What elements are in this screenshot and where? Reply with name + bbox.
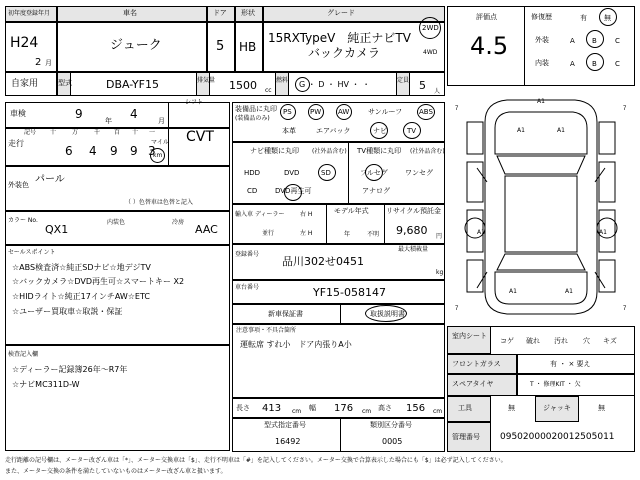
mileage-digit-headers: 記号 十 万 千 百 十 一	[24, 129, 156, 136]
mgmt-value: 09502000020012505011	[500, 432, 615, 442]
int-grade-c: C	[615, 60, 620, 68]
color-code-label: カラー No.	[8, 217, 38, 224]
inspection-month-unit: 月	[158, 117, 165, 125]
mileage-digit: 9	[130, 144, 138, 158]
grade-label: グレード	[327, 9, 355, 17]
warranty-card: 新車保証書	[268, 310, 303, 318]
score-label: 評価点	[476, 13, 497, 21]
damage-mark: A1	[477, 229, 485, 236]
repair-option-yes: 有	[580, 14, 587, 22]
class-label: 類別区分番号	[370, 421, 412, 429]
import-divider-2	[384, 204, 385, 244]
damage-mark: A1	[517, 127, 525, 134]
notes-label: 注意事項・不具合箇所	[236, 327, 297, 334]
mileage-digit: 4	[89, 144, 97, 158]
mileage-digit: 6	[65, 144, 73, 158]
shape-label: 形状	[241, 9, 255, 17]
navi-hdd: HDD	[244, 169, 261, 177]
model-label: 型式	[58, 79, 72, 87]
navi-dvdplay: DVD再生可	[275, 187, 312, 195]
int-grade-a: A	[570, 60, 575, 68]
car-outline-svg	[447, 92, 635, 322]
exterior-label: 外装色	[8, 181, 29, 189]
displacement-unit: cc	[265, 87, 272, 94]
seat-label: 室内シート	[452, 332, 487, 340]
exterior-note: （ ）色替車は色替と記入	[125, 199, 193, 206]
mileage-unit-km: km	[153, 152, 163, 159]
shift-value: CVT	[186, 129, 214, 145]
model-year-label: モデル年式	[334, 207, 369, 215]
notes-block	[232, 324, 445, 398]
load-label: 最大積載量	[398, 246, 429, 253]
repair-option-no: 無	[604, 14, 611, 22]
height-unit: cm	[433, 408, 443, 415]
inspector-label: 検査記入欄	[8, 351, 39, 358]
bracket-right-bottom: 7	[623, 306, 627, 312]
seat-item: 穴	[583, 337, 590, 345]
seat-item: キズ	[603, 337, 617, 345]
equip-ps: PS	[283, 108, 292, 116]
registration-value: 品川302せ0451	[282, 255, 364, 268]
seat-item: 破れ	[526, 337, 540, 345]
car-name-label: 車名	[123, 9, 137, 17]
model-year-unit: 年	[344, 231, 351, 238]
registration-label: 登録番号	[235, 251, 260, 258]
capacity-value: 5	[419, 79, 426, 92]
seat-label-cell	[447, 326, 491, 354]
seat-item: 汚れ	[554, 337, 568, 345]
equip-leather: 本革	[282, 127, 296, 135]
equipment-sublabel: (装備品のみ)	[235, 115, 270, 122]
inspection-year-unit: 年	[105, 117, 112, 125]
damage-mark: A1	[557, 127, 565, 134]
equip-aw: AW	[338, 108, 350, 116]
repair-label: 修復歴	[531, 13, 552, 21]
equip-airbag: エアバック	[316, 127, 351, 135]
type-cert-label: 型式指定番号	[264, 421, 306, 429]
car-diagram	[447, 92, 635, 322]
displacement-label-cell	[196, 72, 210, 96]
footer-line-2: また、メーター交換の条件を満たしていないものはメーター改ざん車と扱います。	[5, 468, 227, 475]
warranty-manual: 取扱説明書	[370, 310, 405, 318]
tool-label: 工具	[458, 404, 472, 412]
inspector-line: ☆ディーラー記録簿26年～R7年	[12, 365, 128, 374]
model-year-value: 不明	[367, 231, 380, 238]
tv-note: (社外品含む)	[410, 148, 445, 155]
reg-month: 2	[35, 57, 42, 68]
shape-value: HB	[239, 40, 257, 54]
mileage-digit: 3	[148, 144, 156, 158]
capacity-label: 定員	[397, 77, 410, 84]
displacement-label: 排気量	[197, 77, 216, 84]
bracket-left-bottom: 7	[455, 306, 459, 312]
cooler-value: AAC	[195, 223, 218, 236]
import-label: 輸入車	[235, 211, 254, 218]
drive-2wd: 2WD	[422, 24, 439, 32]
car-name: ジューク	[110, 38, 162, 53]
capacity-label-cell	[396, 72, 410, 96]
chassis-label: 車台番号	[235, 284, 260, 291]
cert-divider	[340, 418, 341, 452]
exterior-color: パール	[35, 174, 65, 185]
width-label: 幅	[309, 404, 316, 412]
tool-value: 無	[508, 404, 515, 412]
fuel-label: 燃料	[276, 77, 289, 84]
tv-analog: アナログ	[362, 187, 390, 195]
int-grade-b: B	[592, 60, 597, 68]
ext-grade-c: C	[615, 37, 620, 45]
import-divider-1	[326, 204, 327, 244]
load-unit: kg	[436, 269, 444, 276]
interior-color-label: 内装色	[107, 219, 126, 226]
footer-line-1: 走行距離の記号欄は、メーター改ざん車は「*」、メーター交換車は「$」、走行不明車は「#」を記入してください。メーター交換で合算表示した場合にも「$」は必ず記入してください。	[5, 457, 507, 464]
navi-tv-divider	[348, 142, 349, 204]
warranty-block	[232, 304, 445, 324]
inspection-label: 車検	[10, 109, 26, 118]
jack-value: 無	[598, 404, 605, 412]
reg-year-label: 初年度登録年月	[8, 10, 51, 17]
mileage-unit-mile: マイル	[151, 139, 169, 146]
spare-options: T ・ 修理KIT ・ 欠	[530, 381, 581, 388]
length-unit: cm	[292, 408, 302, 415]
bracket-left-top: 7	[455, 106, 459, 112]
sales-point-line: ☆ユーザー買取車☆取説・保証	[12, 307, 123, 316]
tv-oneseg: ワンセグ	[405, 169, 433, 177]
capacity-unit: 人	[434, 88, 441, 95]
length-label: 長さ	[236, 404, 250, 412]
damage-mark: A1	[565, 288, 573, 295]
navi-sd: SD	[321, 169, 331, 177]
tv-label: TV種類に丸印	[357, 147, 402, 155]
recycle-value: 9,680	[396, 224, 428, 237]
import-dealer: ディーラー	[255, 211, 285, 218]
notes-text: 運転席 すれ小 ドア内張りA小	[240, 340, 352, 349]
drive-4wd: 4WD	[423, 49, 438, 56]
reg-month-unit: 月	[45, 59, 52, 67]
mileage-label: 走行	[8, 139, 24, 148]
width-unit: cm	[362, 408, 372, 415]
sales-point-line: ☆バックカメラ☆DVD再生可☆スマートキー X2	[12, 277, 185, 286]
equipment-label: 装備品に丸印	[235, 105, 277, 113]
sales-points-label: セールスポイント	[8, 249, 56, 256]
chassis-value: YF15-058147	[313, 286, 387, 299]
score-value: 4.5	[470, 32, 509, 60]
cooler-label: 冷房	[172, 219, 185, 226]
seat-item: コゲ	[500, 337, 514, 345]
mileage-digit: 9	[110, 144, 118, 158]
shift-label: シフト	[185, 99, 204, 106]
era-year: H24	[10, 35, 39, 51]
type-cert-value: 16492	[275, 437, 301, 446]
model-value: DBA-YF15	[106, 78, 160, 91]
recycle-label: リサイクル預託金	[386, 207, 442, 215]
import-left: 左 H	[300, 230, 313, 237]
exterior-grade-label: 外装	[535, 36, 549, 44]
doors-label: ドア	[213, 9, 227, 17]
equip-tv: TV	[407, 127, 417, 135]
sales-point-line: ☆ABS検査済☆純正SDナビ☆地デジTV	[12, 263, 151, 272]
recycle-unit: 円	[436, 233, 443, 240]
import-right: 右 H	[300, 211, 313, 218]
exterior-block	[5, 166, 230, 211]
ext-grade-a: A	[570, 37, 575, 45]
jack-label: ジャッキ	[543, 404, 571, 412]
inspection-year: 9	[75, 107, 83, 121]
color-code-value: QX1	[45, 223, 69, 236]
inspection-month: 4	[130, 107, 138, 121]
bracket-right-top: 7	[623, 106, 627, 112]
displacement-value: 1500	[229, 79, 257, 92]
tv-fullseg: フルセグ	[360, 169, 388, 177]
doors-value: 5	[216, 39, 225, 54]
navi-cd: CD	[247, 187, 258, 195]
length-value: 413	[262, 403, 282, 414]
glass-options: 有 ・ × 要え	[550, 360, 591, 368]
mgmt-label: 管理番号	[452, 433, 480, 441]
damage-mark: A1	[509, 288, 517, 295]
damage-mark: A1	[599, 229, 607, 236]
height-value: 156	[406, 403, 426, 414]
equip-abs: ABS	[419, 108, 433, 116]
ext-grade-b: B	[592, 37, 597, 45]
navi-dvd: DVD	[284, 169, 300, 177]
equip-pw: PW	[310, 108, 322, 116]
use-value: 自家用	[11, 79, 39, 89]
width-value: 176	[334, 403, 354, 414]
interior-grade-label: 内装	[535, 59, 549, 67]
equip-navi: ナビ	[373, 127, 387, 135]
fuel-options: G ・ D ・ HV ・ ・	[299, 80, 371, 89]
warranty-divider	[340, 304, 341, 324]
grade-line-2: バックカメラ	[308, 46, 381, 60]
inspector-block	[5, 345, 230, 451]
class-value: 0005	[382, 437, 403, 446]
grade-line-1: 15RXTypeV 純正ナビTV	[268, 31, 411, 45]
equip-sunroof: サンルーフ	[368, 108, 403, 116]
navi-label: ナビ種類に丸印	[250, 147, 299, 155]
sales-point-line: ☆HIDライト☆純正17インチAW☆ETC	[12, 292, 150, 301]
inspector-line: ☆ナビMC311D-W	[12, 380, 80, 389]
damage-mark: A1	[537, 98, 545, 105]
import-parallel: 並行	[262, 230, 275, 237]
spare-label: スペアタイヤ	[452, 380, 494, 388]
navi-note: (社外品含む)	[312, 148, 347, 155]
fuel-label-cell	[275, 72, 289, 96]
height-label: 高さ	[378, 404, 392, 412]
glass-label: フロントガラス	[452, 360, 501, 368]
